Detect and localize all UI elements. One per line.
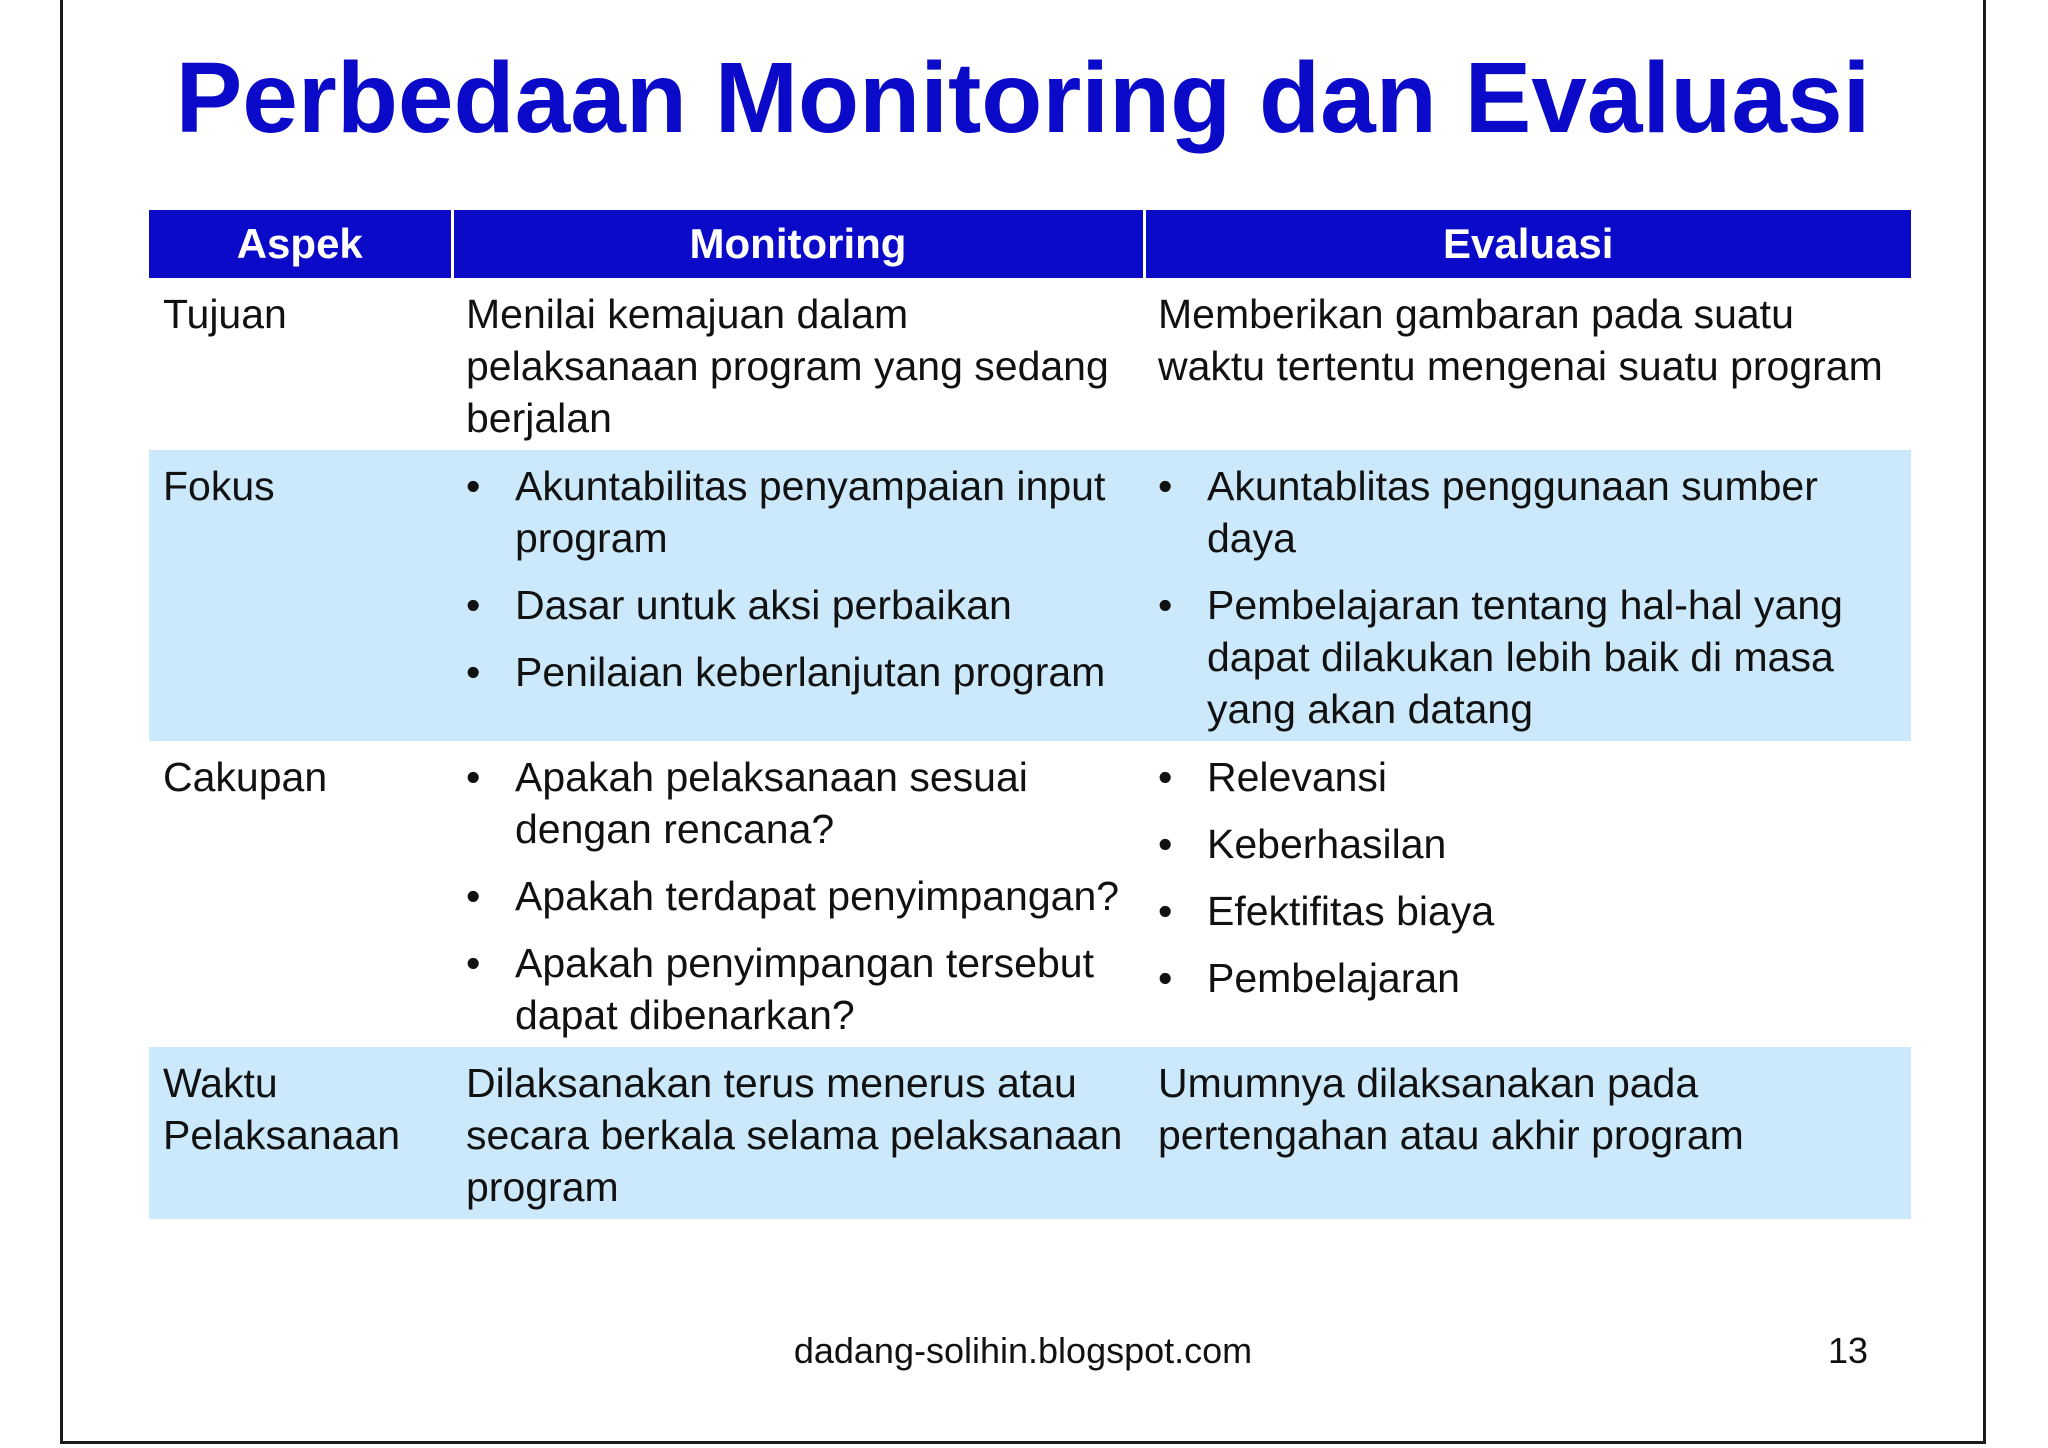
list-item bbox=[466, 870, 1130, 922]
list-item bbox=[466, 646, 1130, 698]
bullet-icon: • bbox=[466, 940, 481, 986]
bullet-icon: • bbox=[1158, 754, 1173, 800]
cell-monitoring: Dilaksanakan terus menerus atau secara berkala selama pelaksanaan program bbox=[452, 1047, 1144, 1219]
header-aspek: Aspek bbox=[149, 210, 452, 278]
list-item-text: Apakah terdapat penyimpangan? bbox=[515, 873, 1120, 919]
list-item-text: Relevansi bbox=[1207, 754, 1388, 800]
bullet-icon: • bbox=[466, 754, 481, 800]
list-item-text: Keberhasilan bbox=[1207, 821, 1447, 867]
bullet-list bbox=[466, 751, 1130, 1041]
bullet-icon: • bbox=[1158, 955, 1173, 1001]
table-row-tujuan bbox=[149, 278, 1911, 450]
bullet-list bbox=[466, 460, 1130, 698]
slide bbox=[60, 0, 1986, 1444]
header-monitoring: Monitoring bbox=[452, 210, 1144, 278]
bullet-icon: • bbox=[466, 649, 481, 695]
bullet-list bbox=[1158, 460, 1897, 735]
list-item bbox=[1158, 885, 1897, 937]
list-item bbox=[1158, 818, 1897, 870]
page-number: 13 bbox=[1827, 1330, 1868, 1371]
cell-aspek: Cakupan bbox=[149, 741, 452, 1047]
list-item-text: Efektifitas biaya bbox=[1207, 888, 1495, 934]
bullet-icon: • bbox=[1158, 888, 1173, 934]
list-item bbox=[1158, 751, 1897, 803]
cell-evaluasi bbox=[1144, 450, 1911, 741]
cell-monitoring bbox=[452, 741, 1144, 1047]
list-item-text: Penilaian keberlanjutan program bbox=[515, 649, 1106, 695]
list-item-text: Apakah penyimpangan tersebut dapat dibenarkan? bbox=[515, 940, 1094, 1038]
bullet-icon: • bbox=[1158, 821, 1173, 867]
list-item-text: Pembelajaran bbox=[1207, 955, 1460, 1001]
cell-aspek: Fokus bbox=[149, 450, 452, 741]
footer-url: dadang-solihin.blogspot.com bbox=[793, 1330, 1253, 1371]
list-item-text: Akuntablitas penggunaan sumber daya bbox=[1207, 463, 1818, 561]
list-item bbox=[1158, 579, 1897, 735]
list-item bbox=[1158, 460, 1897, 564]
cell-evaluasi bbox=[1144, 741, 1911, 1047]
list-item bbox=[466, 460, 1130, 564]
table-row-waktu-pelaksanaan bbox=[149, 1047, 1911, 1219]
cell-evaluasi: Memberikan gambaran pada suatu waktu tertentu mengenai suatu program bbox=[1144, 278, 1911, 450]
list-item bbox=[466, 579, 1130, 631]
list-item bbox=[466, 937, 1130, 1041]
list-item-text: Dasar untuk aksi perbaikan bbox=[515, 582, 1012, 628]
comparison-table bbox=[149, 210, 1911, 1219]
aspek-line: Pelaksanaan bbox=[163, 1112, 401, 1158]
bullet-icon: • bbox=[1158, 463, 1173, 509]
bullet-list bbox=[1158, 751, 1897, 1004]
list-item-text: Akuntabilitas penyampaian input program bbox=[515, 463, 1106, 561]
table-header-row bbox=[149, 210, 1911, 278]
bullet-icon: • bbox=[1158, 582, 1173, 628]
page-title: Perbedaan Monitoring dan Evaluasi bbox=[175, 42, 1871, 154]
cell-aspek bbox=[149, 1047, 452, 1219]
table-row-fokus bbox=[149, 450, 1911, 741]
cell-monitoring bbox=[452, 450, 1144, 741]
aspek-line: Waktu bbox=[163, 1060, 278, 1106]
list-item-text: Pembelajaran tentang hal-hal yang dapat dilakukan lebih baik di masa yang akan datang bbox=[1207, 582, 1843, 732]
list-item bbox=[1158, 952, 1897, 1004]
cell-monitoring: Menilai kemajuan dalam pelaksanaan program yang sedang berjalan bbox=[452, 278, 1144, 450]
cell-aspek: Tujuan bbox=[149, 278, 452, 450]
cell-evaluasi: Umumnya dilaksanakan pada pertengahan atau akhir program bbox=[1144, 1047, 1911, 1219]
bullet-icon: • bbox=[466, 582, 481, 628]
list-item-text: Apakah pelaksanaan sesuai dengan rencana? bbox=[515, 754, 1028, 852]
header-evaluasi: Evaluasi bbox=[1144, 210, 1911, 278]
bullet-icon: • bbox=[466, 463, 481, 509]
table-row-cakupan bbox=[149, 741, 1911, 1047]
bullet-icon: • bbox=[466, 873, 481, 919]
list-item bbox=[466, 751, 1130, 855]
